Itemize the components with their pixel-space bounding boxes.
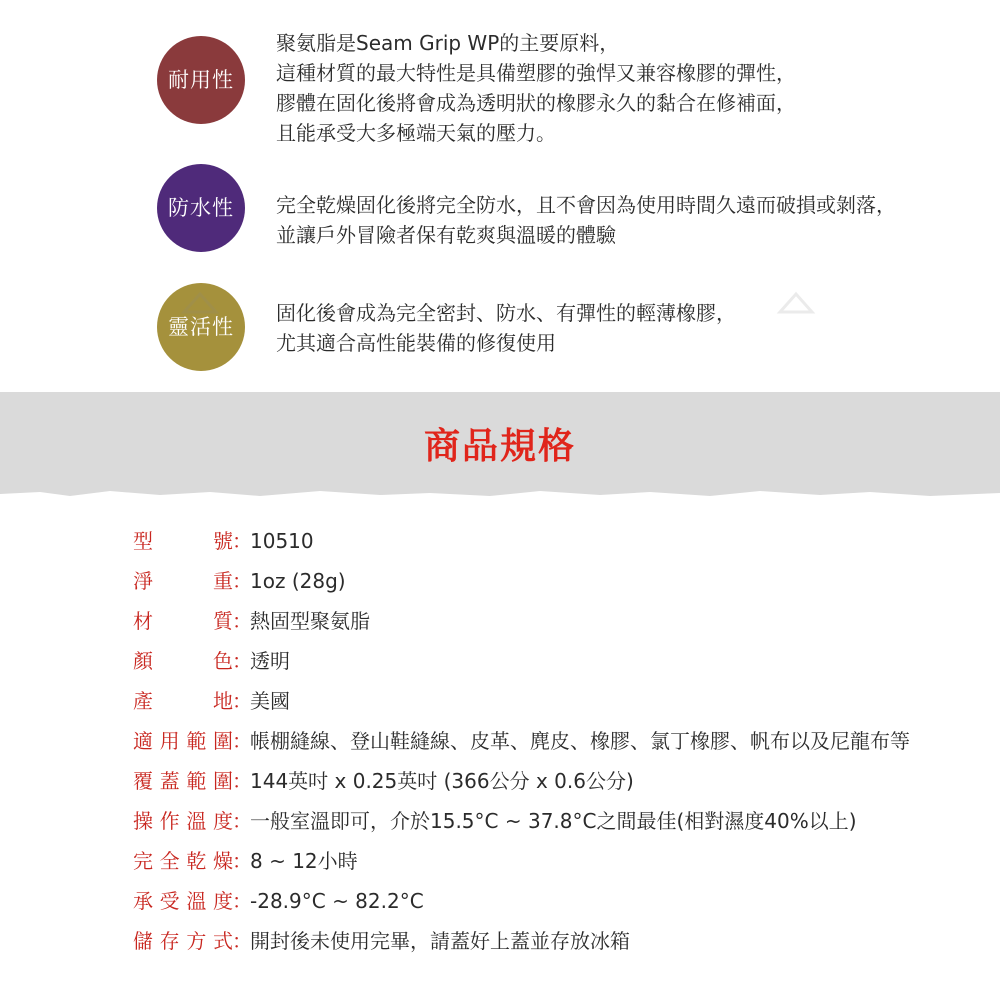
spec-colon: ： [232,649,252,673]
spec-colon: ： [232,889,252,913]
spec-label: 材質 [133,609,233,633]
spec-row-material [0,601,1000,641]
flexibility-line: 尤其適合高性能裝備的修復使用 [276,331,556,355]
spec-label: 操作溫度 [133,809,233,833]
spec-label: 型號 [133,529,233,553]
waterproof-text [276,190,991,250]
durability-line: 這種材質的最大特性是具備塑膠的強悍又兼容橡膠的彈性， [276,61,796,85]
durability-text [276,28,991,148]
spec-label: 淨重 [133,569,233,593]
brush-edge [0,488,1000,500]
spec-colon: ： [232,809,252,833]
watermark-logo [776,288,816,318]
spec-label: 產地 [133,689,233,713]
spec-colon: ： [232,569,252,593]
spec-label: 顏色 [133,649,233,673]
spec-label: 完全乾燥 [133,849,233,873]
spec-label: 承受溫度 [133,889,233,913]
spec-value: 1oz (28g) [250,569,346,593]
spec-label: 儲存方式 [133,929,233,953]
spec-value: 開封後未使用完畢，請蓋好上蓋並存放冰箱 [250,929,630,953]
spec-row-origin [0,681,1000,721]
durability-line: 膠體在固化後將會成為透明狀的橡膠永久的黏合在修補面， [276,91,796,115]
spec-row-dry-time [0,841,1000,881]
spec-value: 美國 [250,689,290,713]
watermark-logo [180,288,220,318]
spec-row-usage [0,721,1000,761]
spec-row-temp-range [0,881,1000,921]
waterproof-line: 完全乾燥固化後將完全防水，且不會因為使用時間久遠而破損或剝落， [276,193,896,217]
spec-colon: ： [232,729,252,753]
spec-row-weight [0,561,1000,601]
spec-label: 適用範圍 [133,729,233,753]
spec-label: 覆蓋範圍 [133,769,233,793]
spec-colon: ： [232,689,252,713]
spec-row-operating-temp [0,801,1000,841]
spec-value: 帳棚縫線、登山鞋縫線、皮革、麂皮、橡膠、氯丁橡膠、帆布以及尼龍布等 [250,729,910,753]
spec-colon: ： [232,609,252,633]
spec-title: 商品規格 [423,426,576,467]
spec-value: 熱固型聚氨脂 [250,609,370,633]
durability-line: 聚氨脂是Seam Grip WP的主要原料， [276,31,620,55]
durability-badge: 耐用性 [157,36,245,124]
spec-row-color [0,641,1000,681]
flexibility-badge: 靈活性 [157,283,245,371]
flexibility-text [276,298,991,358]
spec-value: 8 ~ 12小時 [250,849,358,873]
durability-line: 且能承受大多極端天氣的壓力。 [276,121,556,145]
spec-value: -28.9°C ~ 82.2°C [250,889,424,913]
spec-colon: ： [232,849,252,873]
spec-colon: ： [232,529,252,553]
spec-colon: ： [232,769,252,793]
spec-value: 144英吋 x 0.25英吋 (366公分 x 0.6公分) [250,769,634,793]
spec-value: 10510 [250,529,314,553]
spec-value: 一般室溫即可，介於15.5°C ~ 37.8°C之間最佳(相對濕度40%以上) [250,809,857,833]
spec-row-storage [0,921,1000,961]
spec-value: 透明 [250,649,290,673]
waterproof-badge: 防水性 [157,164,245,252]
waterproof-line: 並讓戶外冒險者保有乾爽與溫暖的體驗 [276,223,616,247]
spec-row-coverage [0,761,1000,801]
flexibility-line: 固化後會成為完全密封、防水、有彈性的輕薄橡膠， [276,301,736,325]
spec-row-model [0,521,1000,561]
spec-colon: ： [232,929,252,953]
